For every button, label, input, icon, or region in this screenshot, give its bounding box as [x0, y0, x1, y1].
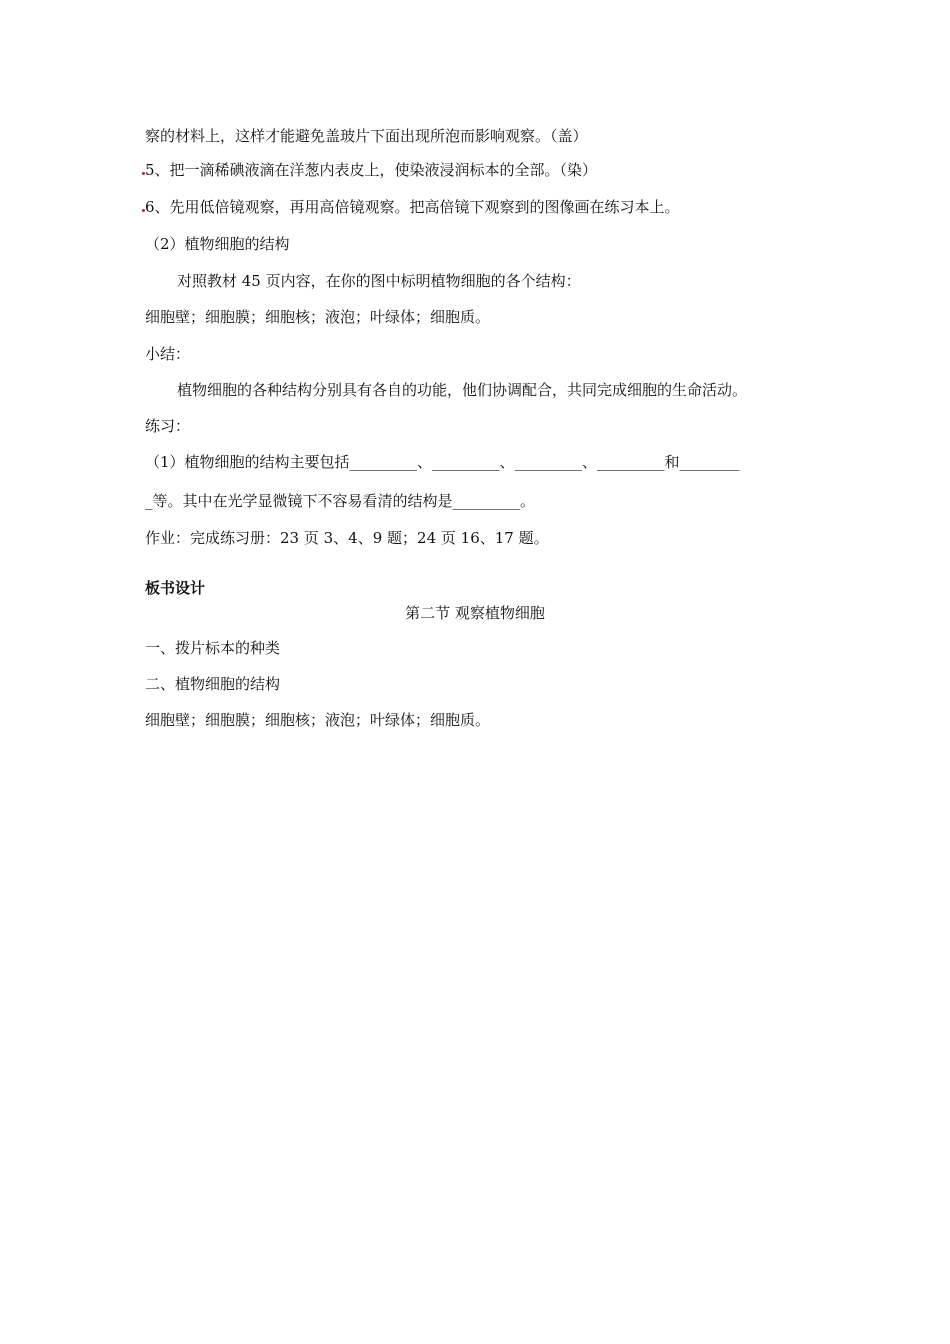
- step-5: [145, 160, 597, 180]
- exercise-heading: 练习：: [145, 417, 191, 435]
- board-title: 第二节 观察植物细胞: [405, 604, 545, 622]
- summary-heading: 小结：: [145, 345, 191, 363]
- section-plant-cell-structure: （2）植物细胞的结构: [145, 235, 290, 253]
- step-5-text: 5、把一滴稀碘液滴在洋葱内表皮上，使染液浸润标本的全部。（染）: [145, 161, 598, 179]
- step-4-continuation: 察的材料上，这样才能避免盖玻片下面出现所泡而影响观察。（盖）: [145, 127, 588, 145]
- step-6: [145, 197, 680, 217]
- homework-text: 作业：完成练习册：23 页 3、4、9 题；24 页 16、17 题。: [145, 529, 549, 547]
- structure-list: 细胞壁；细胞膜；细胞核；液泡；叶绿体；细胞质。: [145, 308, 491, 326]
- board-design-heading: 板书设计: [145, 579, 206, 597]
- step-6-text: 6、先用低倍镜观察，再用高倍镜观察。把高倍镜下观察到的图像画在练习本上。: [145, 198, 680, 216]
- exercise-question-1-cont: _等。其中在光学显微镜下不容易看清的结构是_________。: [145, 492, 536, 510]
- summary-text: 植物细胞的各种结构分别具有各自的功能，他们协调配合，共同完成细胞的生命活动。: [177, 381, 748, 399]
- instruction-text: 对照教材 45 页内容，在你的图中标明植物细胞的各个结构：: [177, 272, 581, 290]
- edit-mark-icon: [142, 172, 145, 175]
- exercise-question-1: （1）植物细胞的结构主要包括_________、_________、_________、_________和________: [145, 453, 740, 471]
- board-item-1: 一、拨片标本的种类: [145, 639, 281, 657]
- board-item-2: 二、植物细胞的结构: [145, 675, 281, 693]
- board-item-3: 细胞壁；细胞膜；细胞核；液泡；叶绿体；细胞质。: [145, 711, 491, 729]
- edit-mark-icon: [142, 209, 145, 212]
